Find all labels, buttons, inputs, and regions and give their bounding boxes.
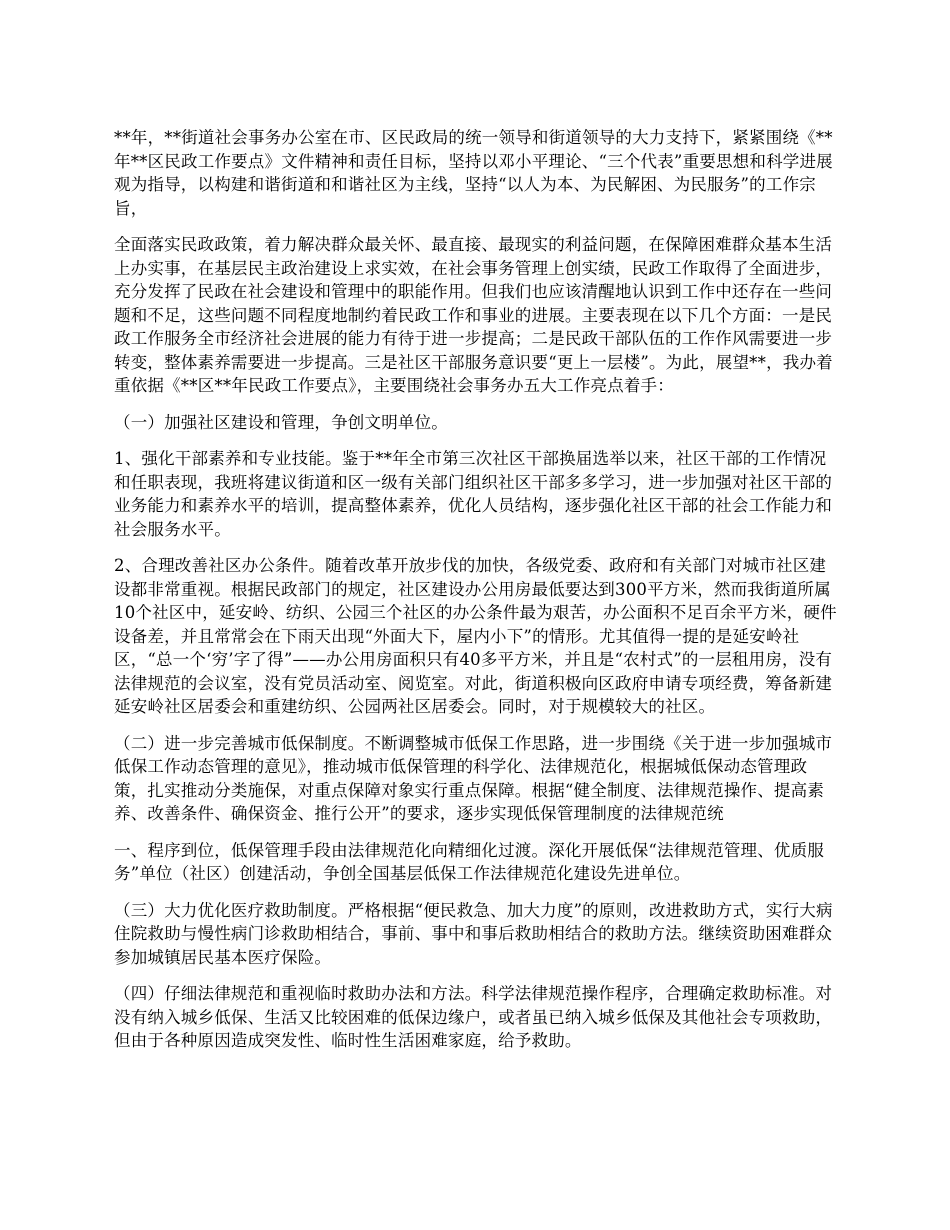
paragraph-intro: **年，**街道社会事务办公室在市、区民政局的统一领导和街道领导的大力支持下，紧紧围绕《**年**区民政工作要点》文件精神和责任目标，坚持以邓小平理论、“三个代表”重要思想和科学进展观为指导，以构建和谐街道和和谐社区为主线，坚持“以人为本、为民解困、为民服务”的工作宗旨， [114,128,833,218]
paragraph-low-income-procedure: 一、程序到位，低保管理手段由法律规范化向精细化过渡。深化开展低保“法律规范管理、优质服务”单位（社区）创建活动，争创全国基层低保工作法律规范化建设先进单位。 [114,840,825,883]
paragraph-medical-aid: （三）大力优化医疗救助制度。严格根据“便民救急、加大力度”的原则，改进救助方式，实行大病住院救助与慢性病门诊救助相结合，事前、事中和事后救助相结合的救助方法。继续资助困难群众参加城镇居民基本医疗保险。 [114,900,833,967]
paragraph-low-income-system: （二）进一步完善城市低保制度。不断调整城市低保工作思路，进一步围绕《关于进一步加强城市低保工作动态管理的意见》，推动城市低保管理的科学化、法律规范化，根据城低保动态管理政策，扎实推动分类施保，对重点保障对象实行重点保障。根据“健全制度、法律规范操作、提高素养、改善条件、确保资金、推行公开”的要求，逐步实现低保管理制度的法律规范统 [114,733,833,823]
paragraph-temporary-aid: （四）仔细法律规范和重视临时救助办法和方法。科学法律规范操作程序，合理确定救助标准。对没有纳入城乡低保、生活又比较困难的低保边缘户，或者虽已纳入城乡低保及其他社会专项救助，但由于各种原因造成突发性、临时性生活困难家庭，给予救助。 [114,984,833,1050]
paragraph-office-conditions: 2、合理改善社区办公条件。随着改革开放步伐的加快，各级党委、政府和有关部门对城市社区建设都非常重视。根据民政部门的规定，社区建设办公用房最低要达到300平方米，然而我街道所属10个社区中，延安岭、纺织、公园三个社区的办公条件最为艰苦，办公面积不足百余平方米，硬件设备差，并且常常会在下雨天出现“外面大下，屋内小下”的情形。尤其值得一提的是延安岭社区，“总一个‘穷’字了得”——办公用房面积只有40多平方米，并且是“农村式”的一层租用房，没有法律规范的会议室，没有党员活动室、阅览室。对此，街道积极向区政府申请专项经费，筹备新建延安岭社区居委会和重建纺织、公园两社区居委会。同时，对于规模较大的社区。 [114,556,837,716]
section-heading-community: （一）加强社区建设和管理，争创文明单位。 [114,412,448,432]
paragraph-cadre-training: 1、强化干部素养和专业技能。鉴于**年全市第三次社区干部换届选举以来，社区干部的工作情况和任职表现，我班将建议街道和区一级有关部门组织社区干部多多学习，进一步加强对社区干部的业务能力和素养水平的培训，提高整体素养，优化人员结构，逐步强化社区干部的社会工作能力和社会服务水平。 [114,449,833,539]
document-body [114,126,838,1066]
paragraph-overview: 全面落实民政政策，着力解决群众最关怀、最直接、最现实的利益问题，在保障困难群众基本生活上办实事，在基层民主政治建设上求实效，在社会事务管理上创实绩，民政工作取得了全面进步，充分发挥了民政在社会建设和管理中的职能作用。但我们也应该清醒地认识到工作中还存在一些问题和不足，这些问题不同程度地制约着民政工作和事业的进展。主要表现在以下几个方面：一是民政工作服务全市经济社会进展的能力有待于进一步提高；二是民政干部队伍的工作作风需要进一步转变，整体素养需要进一步提高。三是社区干部服务意识要“更上一层楼”。为此，展望**，我办着重依据《**区**年民政工作要点》，主要围绕社会事务办五大工作亮点着手： [114,235,833,395]
